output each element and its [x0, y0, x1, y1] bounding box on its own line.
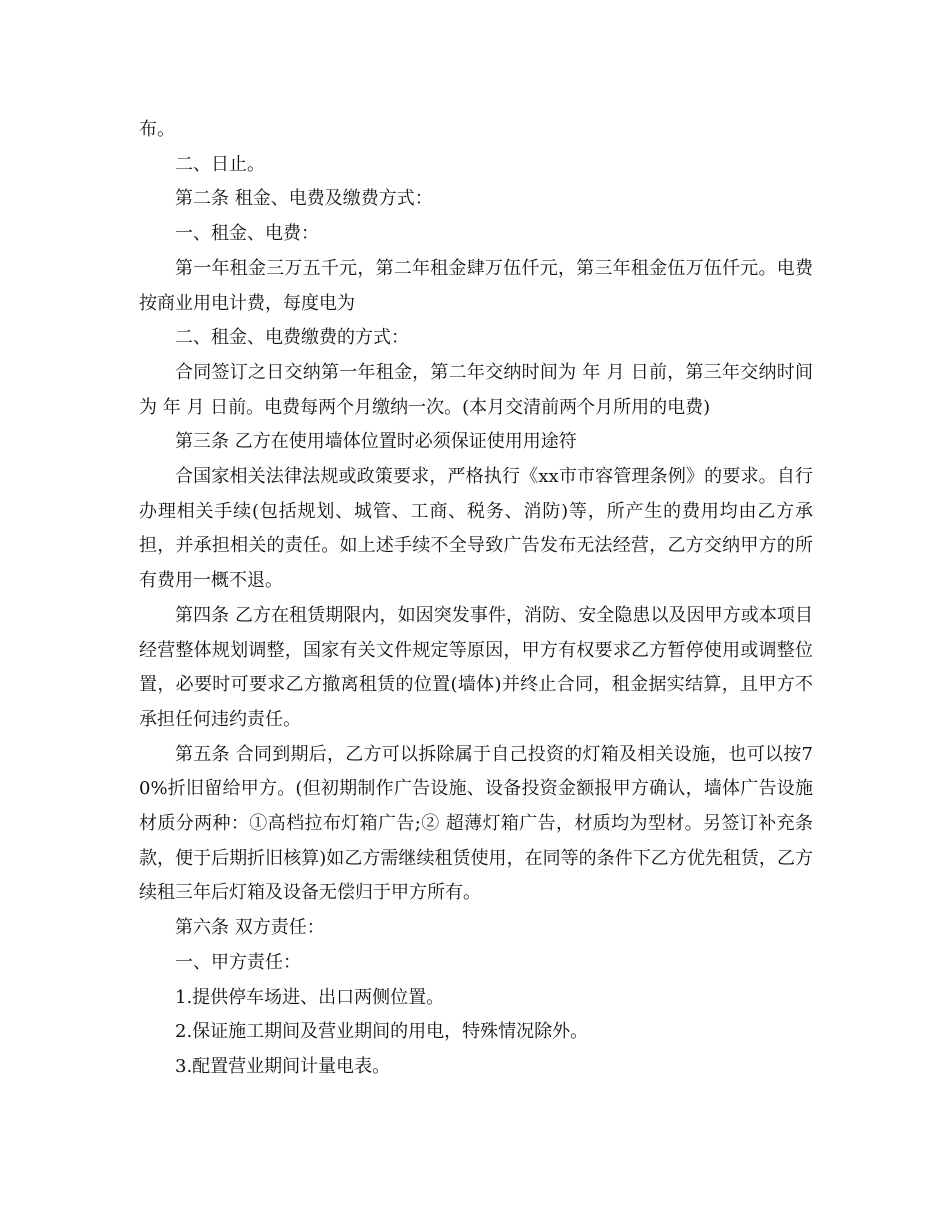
payment-schedule-paragraph: 合同签订之日交纳第一年租金，第二年交纳时间为 年 月 日前，第三年交纳时间为 年 月 日前。电费每两个月缴纳一次。(本月交清前两个月所用的电费): [139, 361, 813, 418]
article-6-heading: 第六条 双方责任：: [175, 917, 325, 939]
party-a-duty-3: 3.配置营业期间计量电表。: [175, 1055, 391, 1077]
article-2-section-2-heading: 二、租金、电费缴费的方式：: [175, 327, 409, 349]
article-3-heading: 第三条 乙方在使用墙体位置时必须保证使用用途符: [175, 431, 577, 453]
article-3-body: 合国家相关法律法规或政策要求，严格执行《xx市市容管理条例》的要求。自行办理相关手续(包括规划、城管、工商、税务、消防)等，所产生的费用均由乙方承担，并承担相关的责任。如上述手续不全导致广告发布无法经营，乙方交纳甲方的所有费用一概不退。: [139, 466, 813, 592]
rent-amounts-paragraph: 第一年租金三万五千元，第二年租金肆万伍仟元，第三年租金伍万伍仟元。电费按商业用电计费，每度电为: [139, 257, 813, 314]
paragraph-clause-end: 二、日止。: [175, 153, 265, 175]
party-a-duty-1: 1.提供停车场进、出口两侧位置。: [175, 986, 445, 1008]
article-2-heading: 第二条 租金、电费及缴费方式：: [175, 188, 433, 210]
party-a-duties-heading: 一、甲方责任：: [175, 951, 301, 973]
document-body: [139, 113, 813, 1085]
article-4-paragraph: 第四条 乙方在租赁期限内，如因突发事件，消防、安全隐患以及因甲方或本项目经营整体规划调整，国家有关文件规定等原因，甲方有权要求乙方暂停使用或调整位置，必要时可要求乙方撤离租赁的位置(墙体)并终止合同，租金据实结算，且甲方不承担任何违约责任。: [139, 604, 813, 730]
article-2-section-1-heading: 一、租金、电费：: [175, 223, 319, 245]
party-a-duty-2: 2.保证施工期间及营业期间的用电，特殊情况除外。: [175, 1021, 589, 1043]
paragraph-continuation: 布。: [139, 119, 175, 140]
article-5-paragraph: 第五条 合同到期后，乙方可以拆除属于自己投资的灯箱及相关设施，也可以按70%折旧留给甲方。(但初期制作广告设施、设备投资金额报甲方确认，墙体广告设施材质分两种：①高档拉布灯箱广告;② 超薄灯箱广告，材质均为型材。另签订补充条款，便于后期折旧核算)如乙方需继续租赁使用，在同等的条件下乙方优先租赁，乙方续租三年后灯箱及设备无偿归于甲方所有。: [139, 743, 813, 904]
